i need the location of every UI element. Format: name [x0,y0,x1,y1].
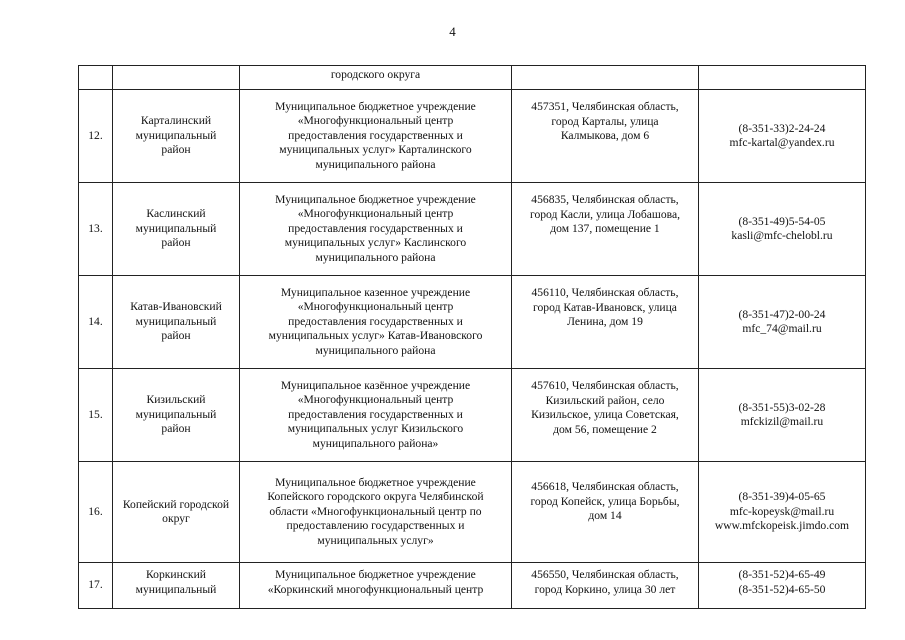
address-line: дом 14 [588,509,622,522]
address-line: 457610, Челябинская область, [531,379,679,392]
address-line: Кизильское, улица Советская, [531,408,679,421]
phone-number: (8-351-47)2-00-24 [738,307,826,321]
cell-institution-name [240,90,512,183]
district-line: Коркинский [146,568,206,581]
address-line: Калмыкова, дом 6 [560,129,650,142]
district-line: район [161,143,191,157]
institution-name-line: «Многофункциональный центр [297,114,454,128]
institution-name-line: Муниципальное казённое учреждение [280,378,471,392]
cell-district [113,369,240,462]
district-line: район [161,422,191,436]
institution-name-line: «Многофункциональный центр [297,207,454,221]
cell-number [79,66,113,90]
cell-district [113,66,240,90]
district-line: район [161,236,191,250]
cell-address [512,90,699,183]
institution-name-line: предоставления государственных и [288,221,463,235]
district-line: муниципальный [135,407,217,421]
address-line: город Карталы, улица [551,114,659,128]
table-row [79,90,866,183]
email-address: mfc-kartal@yandex.ru [729,136,835,149]
cell-district [113,462,240,563]
cell-institution-name [240,462,512,563]
institution-name-line: муниципального района [315,250,436,264]
address-line: город Коркино, улица 30 лет [534,582,676,596]
email-address: mfckizil@mail.ru [740,415,824,428]
cell-contacts [699,369,866,462]
institution-name-line: муниципальных услуг» Карталинского [279,143,472,157]
address-line: дом 56, помещение 2 [553,422,657,436]
email-address: mfc-kopeysk@mail.ru [729,504,835,518]
cell-district [113,183,240,276]
cell-institution-name [240,276,512,369]
table-row-continuation [79,66,866,90]
district-line: район [161,329,191,343]
institution-name-line: «Многофункциональный центр [297,393,454,407]
cell-address [512,462,699,563]
institution-name-line: муниципальных услуг» [317,533,434,547]
institution-name-line: муниципальных услуг» Катав-Ивановского [268,329,483,343]
cell-number: 17. [79,563,113,609]
website-address: www.mfckopeisk.jimdo.com [714,519,850,533]
district-line: Каслинский [146,207,206,221]
cell-institution-name [240,563,512,609]
institution-name-line: Муниципальное бюджетное учреждение [275,475,476,489]
email-address: kasli@mfc-chelobl.ru [731,229,833,242]
cell-institution-name [240,66,512,90]
address-line: 456110, Челябинская область, [531,286,679,299]
address-line: Кизильский район, село [545,393,665,407]
cell-number: 16. [79,462,113,563]
institution-name-line: городского округа [330,68,421,81]
institution-name-line: Муниципальное казенное учреждение [280,285,471,299]
cell-contacts [699,183,866,276]
institution-name-line: муниципального района» [312,436,439,450]
table-row [79,276,866,369]
cell-contacts [699,66,866,90]
table-row [79,183,866,276]
institution-name-line: предоставления государственных и [288,128,463,142]
mfc-registry-table [78,65,866,609]
email-address: mfc_74@mail.ru [742,322,822,335]
cell-district [113,563,240,609]
cell-institution-name [240,369,512,462]
institution-name-line: Муниципальное бюджетное учреждение [275,568,476,581]
address-line: город Копейск, улица Борьбы, [530,494,680,508]
institution-name-line: муниципального района [315,343,436,357]
phone-number: (8-351-49)5-54-05 [738,214,826,228]
table-row [79,462,866,563]
cell-contacts [699,563,866,609]
district-line: муниципальный [135,221,217,235]
address-line: 456618, Челябинская область, [531,480,679,493]
phone-number: (8-351-52)4-65-50 [738,582,826,596]
phone-number: (8-351-52)4-65-49 [738,568,826,581]
phone-number: (8-351-55)3-02-28 [738,400,826,414]
district-line: Катав-Ивановский [130,300,222,314]
cell-contacts [699,90,866,183]
cell-number: 14. [79,276,113,369]
district-line: Кизильский [146,393,206,407]
cell-institution-name [240,183,512,276]
district-line: Карталинский [140,114,212,128]
page-number: 4 [449,24,456,39]
cell-district [113,90,240,183]
district-line: округ [162,512,190,525]
address-line: 456835, Челябинская область, [531,193,679,206]
address-line: 457351, Челябинская область, [531,100,679,113]
cell-address [512,276,699,369]
institution-name-line: муниципальных услуг» Каслинского [284,236,467,250]
institution-name-line: муниципального района [315,157,436,171]
institution-name-line: предоставлению государственных и [286,519,465,533]
cell-district [113,276,240,369]
address-line: город Касли, улица Лобашова, [529,207,680,221]
institution-name-line: области «Многофункциональный центр по [269,504,482,518]
cell-address [512,369,699,462]
cell-address [512,66,699,90]
address-line: дом 137, помещение 1 [550,222,660,235]
cell-number: 15. [79,369,113,462]
table-row [79,369,866,462]
institution-name-line: муниципальных услуг Кизильского [287,422,464,436]
table-row [79,563,866,609]
cell-address [512,563,699,609]
cell-number: 12. [79,90,113,183]
cell-contacts [699,276,866,369]
district-line: муниципальный [135,128,217,142]
district-line: Копейский городской [122,497,230,511]
cell-contacts [699,462,866,563]
address-line: 456550, Челябинская область, [531,568,679,581]
institution-name-line: предоставления государственных и [288,407,463,421]
cell-number: 13. [79,183,113,276]
address-line: город Катав-Ивановск, улица [533,300,677,314]
institution-name-line: «Многофункциональный центр [297,300,454,314]
phone-number: (8-351-33)2-24-24 [738,121,826,135]
cell-address [512,183,699,276]
district-line: муниципальный [135,582,217,596]
institution-name-line: Копейского городского округа Челябинской [267,490,484,504]
institution-name-line: «Коркинский многофункциональный центр [267,582,484,596]
institution-name-line: Муниципальное бюджетное учреждение [275,99,476,113]
address-line: Ленина, дом 19 [567,315,643,328]
institution-name-line: предоставления государственных и [288,314,463,328]
institution-name-line: Муниципальное бюджетное учреждение [275,192,476,206]
phone-number: (8-351-39)4-05-65 [738,490,826,504]
district-line: муниципальный [135,314,217,328]
